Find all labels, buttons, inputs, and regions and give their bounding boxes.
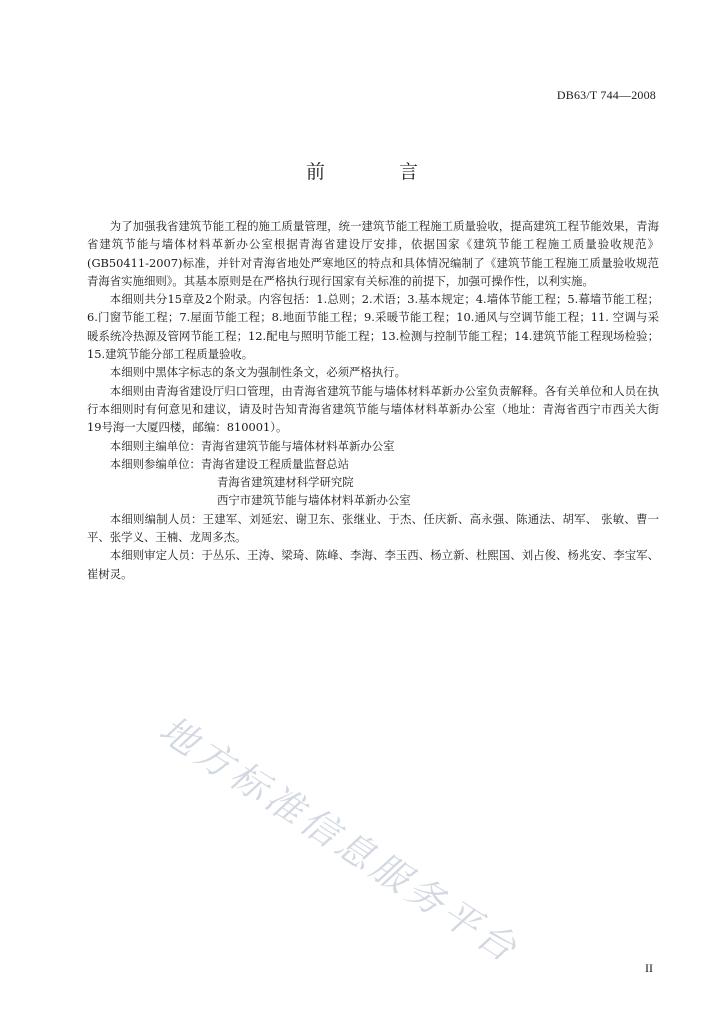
co-editor-line: 西宁市建筑节能与墙体材料革新办公室	[217, 493, 411, 508]
paragraph-purpose: 为了加强我省建筑节能工程的施工质量管理，统一建筑节能工程施工质量验收，提高建筑工程节能效果，青海省建筑节能与墙体材料革新办公室根据青海省建设厅安排，依据国家《建筑节能工程施工质量验收规范》(GB50411-2007)标准，并针对青海省地处严寒地区的特点和具体情况编制了《建筑节能工程施工质量验收规范青海省实施细则》。其基本原则是在严格执行现行国家有关标准的前提下，加强可操作性，以利实施。	[87, 219, 659, 288]
watermark: 地方标准信息服务平台	[151, 707, 528, 973]
paragraph-co-editors: 本细则参编单位：青海省建设工程质量监督总站	[109, 456, 350, 471]
paragraph-reviewers: 本细则审定人员：于丛乐、王涛、梁琦、陈峰、李海、李玉西、杨立新、杜熙国、刘占俊、杨兆安、李宝军、崔树灵。	[87, 548, 659, 581]
page-title: 前 言	[305, 161, 453, 183]
paragraph-contents: 本细则共分15章及2个附录。内容包括：1.总则；2.术语；3.基本规定；4.墙体节能工程；5.幕墙节能工程；6.门窗节能工程；7.屋面节能工程；8.地面节能工程；9.采暖节能工程；10.通风与空调节能工程；11. 空调与采暖系统冷热源及管网节能工程；12.配电与照明节能工程；13.检测与控制节能工程；14.建筑节能工程现场检验；15.建筑节能分部工程质量验收。	[87, 292, 659, 362]
page-number: II	[645, 961, 653, 975]
standard-number: DB63/T 744—2008	[556, 88, 656, 102]
paragraph-mandatory: 本细则中黑体字标志的条文为强制性条文，必须严格执行。	[109, 365, 406, 380]
paragraph-administration: 本细则由青海省建设厅归口管理，由青海省建筑节能与墙体材料革新办公室负责解释。各有关单位和人员在执行本细则时有何意见和建议，请及时告知青海省建筑节能与墙体材料革新办公室（地址：青海省西宁市西关大街19号海一大厦四楼，邮编：810001）。	[87, 383, 659, 435]
foreword-body	[87, 217, 659, 583]
co-editor-line: 青海省建筑建材科学研究院	[217, 475, 354, 490]
paragraph-drafters: 本细则编制人员：王建军、刘延宏、谢卫东、张继业、于杰、任庆新、高永强、陈通法、胡军、 张敏、曹一平、张学义、王楠、龙周多杰。	[87, 511, 659, 545]
paragraph-chief-editor: 本细则主编单位：青海省建筑节能与墙体材料革新办公室	[109, 438, 395, 453]
